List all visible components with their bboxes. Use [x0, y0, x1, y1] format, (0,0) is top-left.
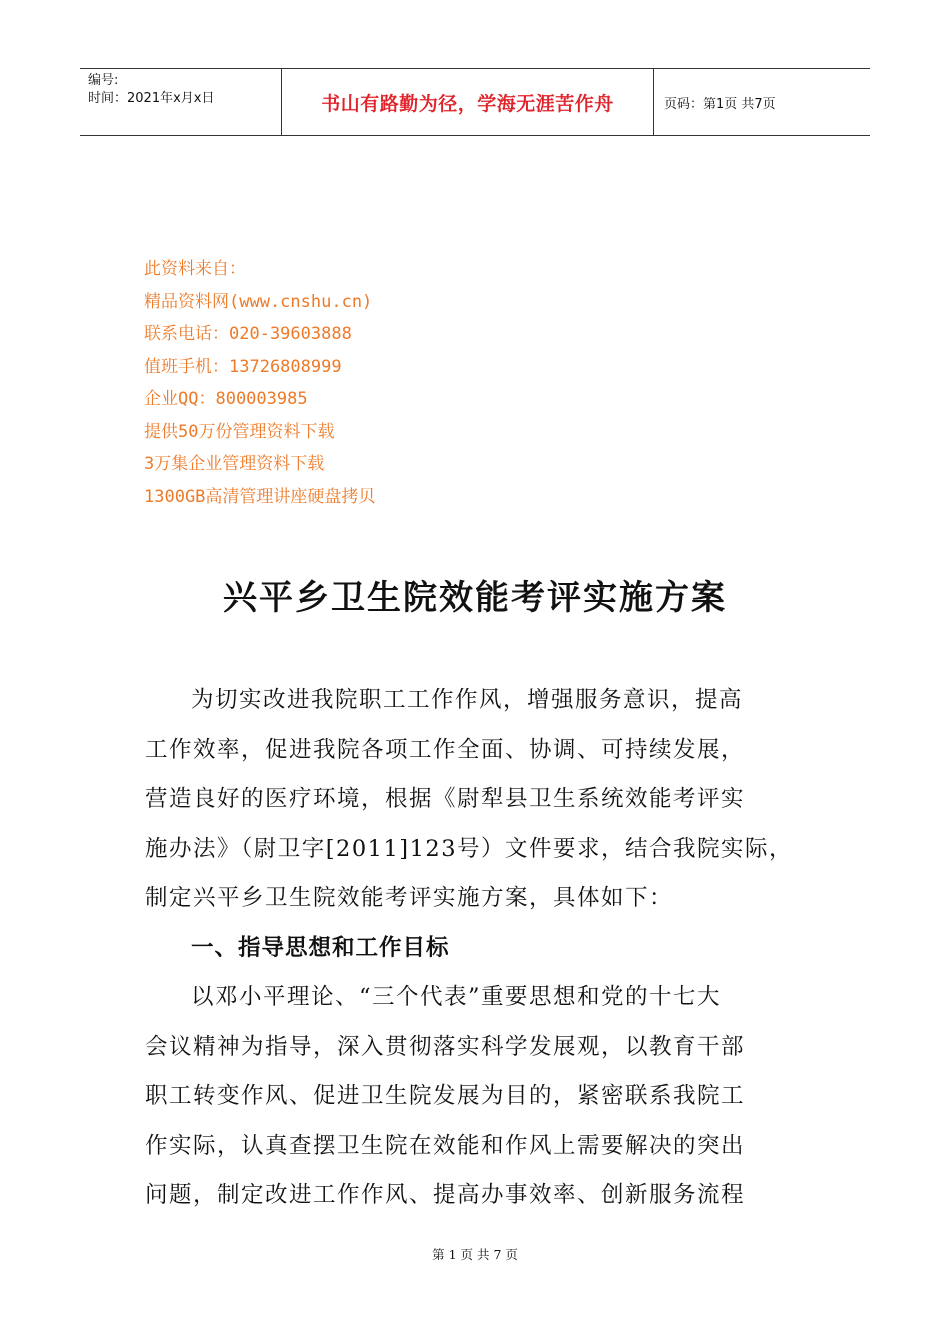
paragraph-line: 制定兴平乡卫生院效能考评实施方案，具体如下： [145, 885, 674, 911]
paragraph-line: 职工转变作风、促进卫生院发展为目的，紧密联系我院工 [145, 1083, 746, 1109]
source-line: 3万集企业管理资料下载 [144, 454, 325, 474]
paragraph-line: 作实际，认真查摆卫生院在效能和作风上需要解决的突出 [145, 1132, 746, 1159]
section-heading: 一、指导思想和工作目标 [191, 934, 450, 961]
document-title: 兴平乡卫生院效能考评实施方案 [223, 578, 727, 618]
source-line: 精品资料网(www.cnshu.cn) [144, 291, 373, 312]
paragraph-line: 以邓小平理论、“三个代表”重要思想和党的十七大 [191, 984, 722, 1010]
source-info-block [144, 253, 375, 513]
header-time-label: 时间：2021年x月x日 [88, 91, 215, 106]
source-line: 企业QQ：800003985 [144, 389, 308, 409]
document-body [145, 676, 810, 1221]
source-line: 值班手机：13726808999 [144, 356, 342, 377]
paragraph-line: 营造良好的医疗环境，根据《尉犁县卫生系统效能考评实 [145, 786, 746, 812]
header-page-info: 页码：第1页 共7页 [664, 96, 776, 112]
paragraph-line: 工作效率，促进我院各项工作全面、协调、可持续发展， [145, 736, 746, 763]
document-header [80, 68, 870, 136]
header-meta [80, 69, 282, 135]
paragraph-line: 问题，制定改进工作作风、提高办事效率、创新服务流程 [145, 1182, 746, 1208]
paragraph-line: 为切实改进我院职工工作作风，增强服务意识，提高 [191, 687, 744, 713]
paragraph-line: 会议精神为指导，深入贯彻落实科学发展观，以教育干部 [145, 1033, 746, 1060]
source-line: 提供50万份管理资料下载 [144, 421, 335, 442]
page-footer: 第 1 页 共 7 页 [432, 1247, 518, 1262]
header-motto: 书山有路勤为径，学海无涯苦作舟 [282, 69, 654, 135]
source-line: 此资料来自： [144, 259, 246, 279]
source-line: 联系电话：020-39603888 [144, 324, 352, 344]
paragraph-line: 施办法》（尉卫字[2011]123号）文件要求，结合我院实际， [145, 835, 794, 862]
source-line: 1300GB高清管理讲座硬盘拷贝 [144, 486, 376, 507]
header-number-label: 编号: [88, 73, 119, 88]
